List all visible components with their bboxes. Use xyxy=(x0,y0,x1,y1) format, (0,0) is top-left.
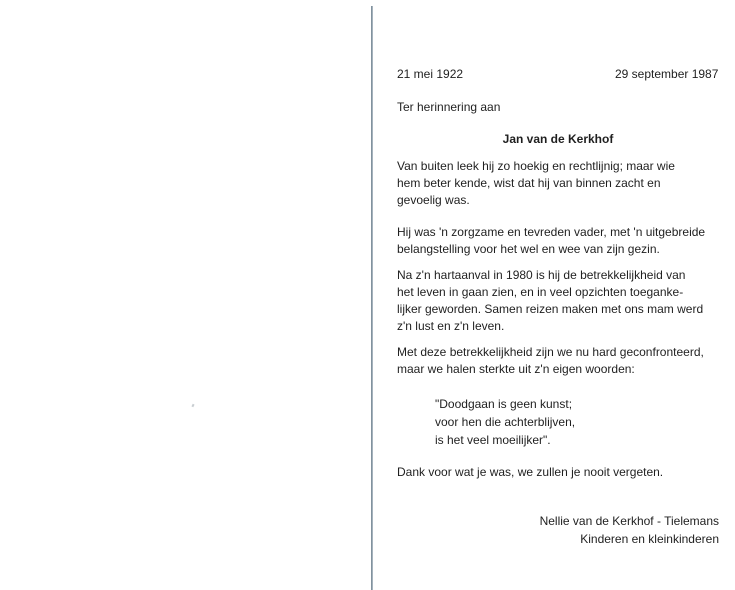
paragraph-line: het leven in gaan zien, en in veel opzichten toeganke- xyxy=(397,285,684,299)
poem-line: is het veel moeilijker". xyxy=(435,433,551,447)
quoted-poem xyxy=(435,395,575,449)
card-fold-line xyxy=(371,6,373,590)
signature-spouse: Nellie van de Kerkhof - Tielemans xyxy=(539,514,719,528)
poem-line: voor hen die achterblijven, xyxy=(435,415,576,429)
paragraph-2 xyxy=(397,224,719,258)
paragraph-line: Met deze betrekkelijkheid zijn we nu hard geconfronteerd, xyxy=(397,345,704,359)
paragraph-line: belangstelling voor het wel en wee van zijn gezin. xyxy=(397,242,660,256)
paragraph-4 xyxy=(397,344,719,378)
paragraph-line: maar we halen sterkte uit z'n eigen woorden: xyxy=(397,362,635,376)
memorial-card-text-page xyxy=(397,0,719,590)
paragraph-1 xyxy=(397,158,719,209)
paragraph-line: lijker geworden. Samen reizen maken met ons mam werd xyxy=(397,302,704,316)
paper-speck xyxy=(191,404,194,408)
intro-line: Ter herinnering aan xyxy=(397,100,501,114)
poem-line: "Doodgaan is geen kunst; xyxy=(435,397,573,411)
birth-date: 21 mei 1922 xyxy=(397,67,464,81)
paragraph-3 xyxy=(397,267,719,335)
paragraph-line: Hij was 'n zorgzame en tevreden vader, met 'n uitgebreide xyxy=(397,225,706,239)
deceased-name: Jan van de Kerkhof xyxy=(502,132,614,146)
closing-line: Dank voor wat je was, we zullen je nooit vergeten. xyxy=(397,465,664,479)
paragraph-line: z'n lust en z'n leven. xyxy=(397,319,505,333)
paragraph-line: Na z'n hartaanval in 1980 is hij de betrekkelijkheid van xyxy=(397,268,686,282)
paragraph-line: gevoelig was. xyxy=(397,193,470,207)
paragraph-line: hem beter kende, wist dat hij van binnen zacht en xyxy=(397,176,661,190)
death-date: 29 september 1987 xyxy=(615,67,719,81)
signature-family: Kinderen en kleinkinderen xyxy=(580,532,719,546)
paragraph-line: Van buiten leek hij zo hoekig en rechtlijnig; maar wie xyxy=(397,159,675,173)
